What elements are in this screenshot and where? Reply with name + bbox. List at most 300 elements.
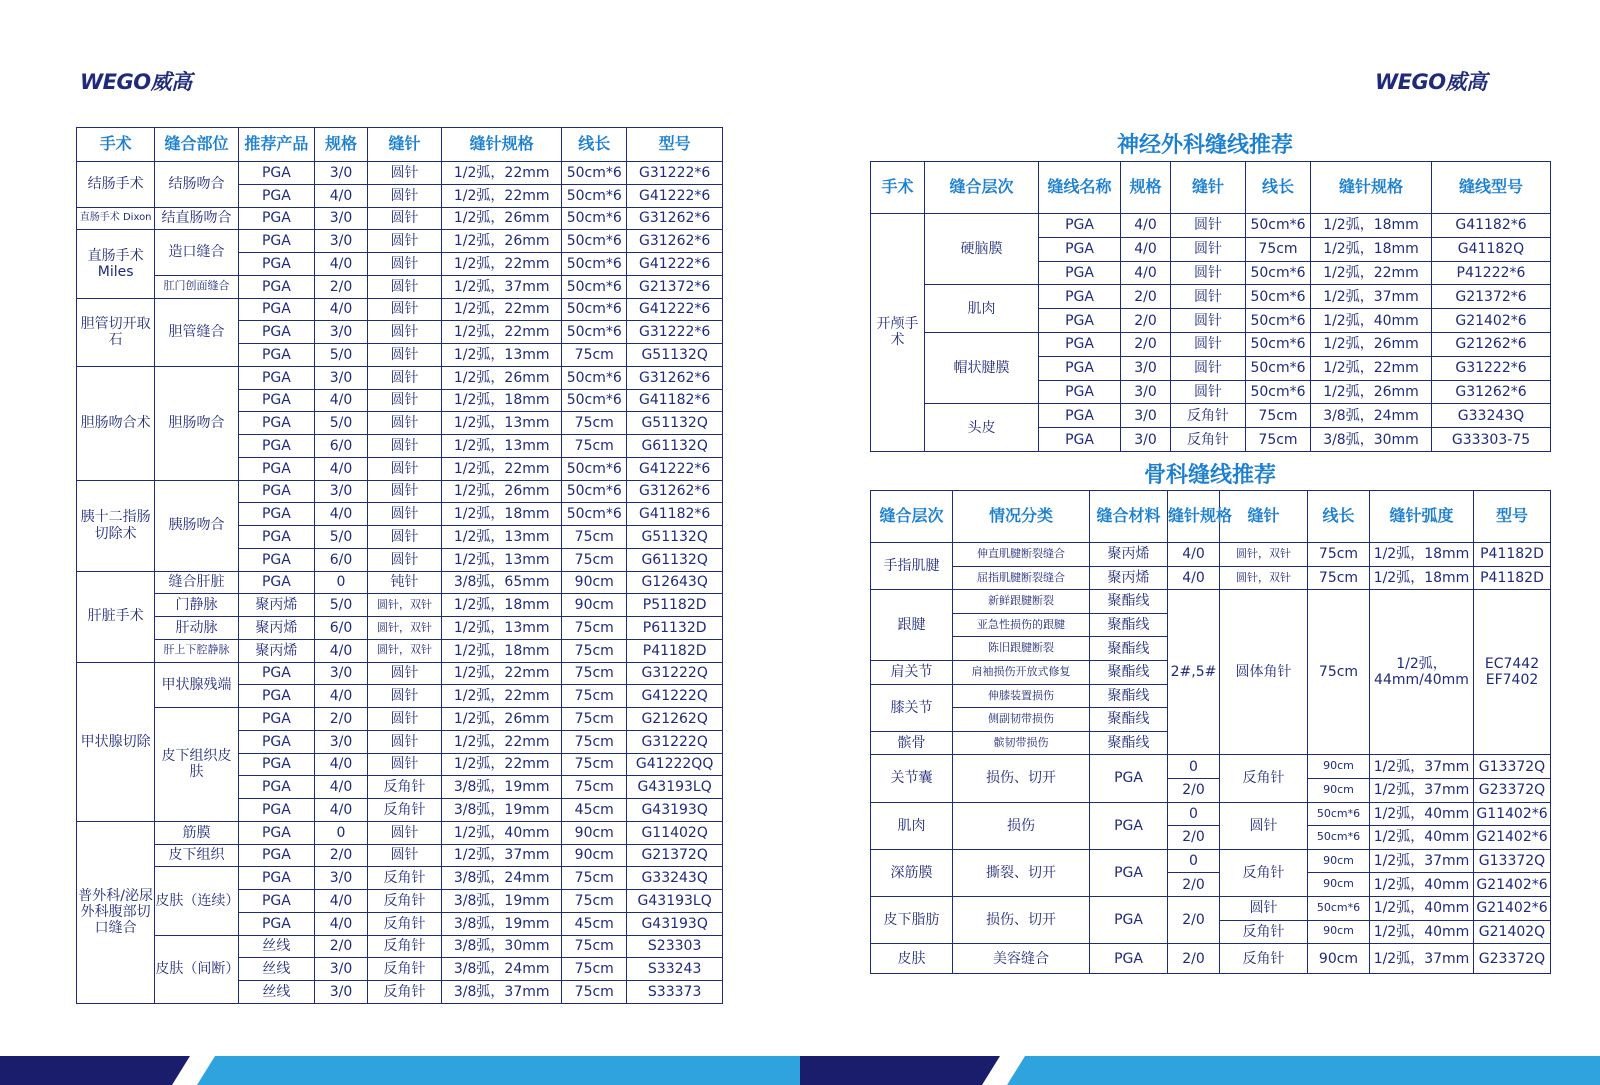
table-row	[77, 366, 723, 389]
model-cell	[1474, 590, 1551, 755]
needle-spec-cell: 1/2弧，37mm	[1311, 285, 1432, 309]
model-cell: G31222Q	[627, 730, 723, 753]
suture-site-cell: 造口缝合	[155, 230, 238, 276]
needle-spec-cell: 3/8弧，24mm	[1311, 404, 1432, 428]
spec-cell: 3/0	[315, 207, 368, 230]
model-cell: G13372Q	[1474, 849, 1551, 873]
product-cell: PGA	[238, 890, 314, 913]
surgery-cell: 开颅手术	[871, 214, 925, 452]
length-cell: 90cm	[562, 821, 627, 844]
model-cell: G43193LQ	[627, 776, 723, 799]
arc-cell: 1/2弧，40mm	[1370, 802, 1474, 826]
neuro-section-title: 神经外科缝线推荐	[1116, 133, 1293, 158]
wego-logo-right: WEGO威高	[1375, 70, 1487, 94]
table-row	[77, 935, 723, 958]
model-cell: G31262*6	[627, 366, 723, 389]
length-cell: 75cm	[1246, 428, 1311, 452]
layer-cell: 跟腱	[871, 590, 953, 661]
table-row	[871, 590, 1551, 614]
needle-spec-cell: 1/2弧，22mm	[442, 753, 562, 776]
case-cell: 新鲜跟腱断裂	[953, 590, 1090, 614]
needle-cell: 反角针	[367, 799, 441, 822]
length-cell: 90cm	[1308, 873, 1370, 897]
model-cell: G21402*6	[1474, 873, 1551, 897]
needle-spec-cell: 1/2弧，37mm	[442, 844, 562, 867]
length-cell: 90cm	[1308, 755, 1370, 779]
case-cell: 屈指肌腱断裂缝合	[953, 566, 1090, 590]
needle-spec-cell: 3/8弧，37mm	[442, 981, 562, 1004]
length-cell: 75cm	[562, 730, 627, 753]
length-cell: 75cm	[562, 617, 627, 640]
product-cell: PGA	[238, 548, 314, 571]
surgery-cell: 肝脏手术	[77, 571, 155, 662]
table-row	[871, 404, 1551, 428]
needle-spec-cell: 1/2弧，22mm	[442, 662, 562, 685]
table-row	[77, 275, 723, 298]
spec-cell: 0	[315, 571, 368, 594]
material-cell: 聚酯线	[1090, 590, 1168, 614]
spec-cell: 2/0	[315, 275, 368, 298]
suture-site-cell: 皮肤（连续）	[155, 867, 238, 935]
spec-cell: 5/0	[315, 594, 368, 617]
needle-cell: 反角针	[1171, 428, 1246, 452]
column-header: 手术	[77, 128, 155, 162]
needle-spec-cell: 3/8弧，19mm	[442, 799, 562, 822]
needle-cell: 反角针	[1171, 404, 1246, 428]
needle-cell: 圆针	[367, 435, 441, 458]
length-cell: 90cm	[562, 594, 627, 617]
spec-cell: 4/0	[315, 685, 368, 708]
spec-cell: 5/0	[315, 412, 368, 435]
table-row	[871, 566, 1551, 590]
surgery-cell: 结肠手术	[77, 162, 155, 208]
length-cell: 50cm*6	[1308, 826, 1370, 850]
spec-cell: 3/0	[315, 321, 368, 344]
spec-cell: 2/0	[1121, 309, 1171, 333]
length-cell: 90cm	[562, 844, 627, 867]
case-cell: 撕裂、切开	[953, 849, 1090, 896]
table-row	[77, 230, 723, 253]
length-cell: 90cm	[1308, 944, 1370, 974]
case-cell: 损伤	[953, 802, 1090, 849]
model-cell: G21402*6	[1474, 826, 1551, 850]
case-cell: 侧副韧带损伤	[953, 708, 1090, 732]
spec-cell: 4/0	[1121, 237, 1171, 261]
needle-cell: 圆针	[1171, 261, 1246, 285]
footer-bar-light-right	[1007, 1056, 1600, 1085]
surgery-cell: 直肠手术 Miles	[77, 230, 155, 298]
table-row	[77, 821, 723, 844]
header-row	[77, 128, 723, 162]
neurosurgery-table	[870, 161, 1551, 452]
arc-cell: 1/2弧，40mm	[1370, 873, 1474, 897]
length-cell: 50cm*6	[562, 275, 627, 298]
needle-cell: 圆针	[1171, 332, 1246, 356]
needle-cell: 反角针	[1220, 755, 1308, 802]
general-surgery-table	[76, 127, 723, 1004]
case-cell: 损伤、切开	[953, 755, 1090, 802]
table-row	[77, 639, 723, 662]
length-cell: 75cm	[562, 435, 627, 458]
header-row	[871, 491, 1551, 543]
needle-cell: 圆针	[367, 275, 441, 298]
length-cell: 50cm*6	[1246, 309, 1311, 333]
spec-cell: 6/0	[315, 548, 368, 571]
spec-cell: 6/0	[315, 617, 368, 640]
needle-cell: 圆针	[1171, 356, 1246, 380]
model-cell: G51132Q	[627, 526, 723, 549]
model-cell: G33303-75	[1432, 428, 1551, 452]
arc-cell: 1/2弧，40mm	[1370, 826, 1474, 850]
spec-cell: 4/0	[315, 298, 368, 321]
table-row	[871, 896, 1551, 920]
spec-cell: 4/0	[315, 753, 368, 776]
suture-site-cell: 肛门创面缝合	[155, 275, 238, 298]
model-cell: G41182*6	[1432, 214, 1551, 238]
length-cell: 45cm	[562, 912, 627, 935]
needle-cell: 反角针	[1220, 920, 1308, 944]
spec-cell: 4/0	[315, 457, 368, 480]
spec-cell: 2/0	[315, 708, 368, 731]
needle-cell: 反角针	[367, 776, 441, 799]
needle-cell: 圆针	[367, 708, 441, 731]
needle-spec-cell: 1/2弧，26mm	[1311, 380, 1432, 404]
table-row	[871, 944, 1551, 974]
length-cell: 50cm*6	[562, 503, 627, 526]
layer-cell: 帽状腱膜	[925, 332, 1039, 403]
table-row	[77, 867, 723, 890]
model-cell: S33243	[627, 958, 723, 981]
suture-name-cell: PGA	[1039, 285, 1121, 309]
model-cell: G33243Q	[627, 867, 723, 890]
length-cell: 50cm*6	[562, 457, 627, 480]
needle-spec-cell: 1/2弧，22mm	[1311, 356, 1432, 380]
column-header: 缝针规格	[1168, 491, 1220, 543]
needle-cell: 反角针	[367, 867, 441, 890]
spec-cell: 4/0	[315, 799, 368, 822]
needle-cell: 圆针	[367, 662, 441, 685]
needle-spec-cell: 1/2弧，22mm	[442, 253, 562, 276]
needle-cell: 圆针	[367, 253, 441, 276]
needle-cell: 圆针	[367, 844, 441, 867]
spec-cell: 2/0	[1168, 826, 1220, 850]
suture-site-cell: 肝动脉	[155, 617, 238, 640]
product-cell: 聚丙烯	[238, 594, 314, 617]
arc-cell: 1/2弧，40mm	[1370, 920, 1474, 944]
needle-spec-cell: 1/2弧，26mm	[442, 708, 562, 731]
surgery-cell: 胆肠吻合术	[77, 366, 155, 480]
needle-spec-cell: 1/2弧，22mm	[442, 730, 562, 753]
material-cell: PGA	[1090, 802, 1168, 849]
needle-spec-cell: 1/2弧，22mm	[442, 685, 562, 708]
needle-spec-cell: 1/2弧，22mm	[442, 457, 562, 480]
product-cell: PGA	[238, 503, 314, 526]
needle-cell: 反角针	[367, 981, 441, 1004]
table-row	[871, 543, 1551, 567]
spec-cell: 3/0	[315, 867, 368, 890]
model-cell: G31222Q	[627, 662, 723, 685]
needle-cell: 圆针	[367, 821, 441, 844]
needle-spec-cell: 1/2弧，13mm	[442, 412, 562, 435]
model-cell: G12643Q	[627, 571, 723, 594]
model-cell: G61132Q	[627, 548, 723, 571]
product-cell: PGA	[238, 821, 314, 844]
column-header: 推荐产品	[238, 128, 314, 162]
model-cell: G21262*6	[1432, 332, 1551, 356]
column-header: 型号	[627, 128, 723, 162]
suture-site-cell: 筋膜	[155, 821, 238, 844]
model-cell: G43193LQ	[627, 890, 723, 913]
product-cell: PGA	[238, 480, 314, 503]
model-cell: G21262Q	[627, 708, 723, 731]
column-header: 缝线型号	[1432, 162, 1551, 214]
model-cell: G41222QQ	[627, 753, 723, 776]
length-cell: 90cm	[1308, 920, 1370, 944]
surgery-cell: 胰十二指肠切除术	[77, 480, 155, 571]
model-cell: G23372Q	[1474, 778, 1551, 802]
needle-spec-cell: 1/2弧，22mm	[442, 298, 562, 321]
spec-cell: 4/0	[315, 389, 368, 412]
spec-cell: 2/0	[1168, 873, 1220, 897]
length-cell: 90cm	[562, 571, 627, 594]
needle-cell: 圆针	[367, 321, 441, 344]
wego-logo: WEGO威高	[80, 70, 192, 94]
product-cell: PGA	[238, 412, 314, 435]
needle-cell: 圆针	[367, 503, 441, 526]
spec-cell: 0	[1168, 755, 1220, 779]
length-cell: 75cm	[562, 526, 627, 549]
needle-spec-cell: 1/2弧，26mm	[1311, 332, 1432, 356]
needle-spec-cell: 1/2弧，13mm	[442, 617, 562, 640]
material-cell: PGA	[1090, 944, 1168, 974]
length-cell: 50cm*6	[562, 298, 627, 321]
arc-cell: 1/2弧，37mm	[1370, 944, 1474, 974]
needle-cell: 圆针	[1171, 309, 1246, 333]
layer-cell: 硬脑膜	[925, 214, 1039, 285]
needle-cell: 圆体角针	[1220, 590, 1308, 755]
length-cell: 50cm*6	[562, 253, 627, 276]
case-cell: 肩袖损伤开放式修复	[953, 660, 1090, 684]
layer-cell: 手指肌腱	[871, 543, 953, 590]
model-cell: G43193Q	[627, 799, 723, 822]
material-cell: 聚酯线	[1090, 613, 1168, 637]
material-cell: 聚丙烯	[1090, 543, 1168, 567]
length-cell: 75cm	[562, 890, 627, 913]
suture-name-cell: PGA	[1039, 404, 1121, 428]
layer-cell: 皮下脂肪	[871, 896, 953, 943]
product-cell: 聚丙烯	[238, 639, 314, 662]
length-cell: 75cm	[562, 867, 627, 890]
product-cell: PGA	[238, 662, 314, 685]
model-cell: G31262*6	[627, 207, 723, 230]
needle-spec-cell: 1/2弧，13mm	[442, 435, 562, 458]
arc-cell: 1/2弧，37mm	[1370, 755, 1474, 779]
length-cell: 75cm	[1308, 543, 1370, 567]
length-cell: 90cm	[1308, 778, 1370, 802]
material-cell: 聚酯线	[1090, 731, 1168, 755]
needle-cell: 反角针	[367, 890, 441, 913]
column-header: 情况分类	[953, 491, 1090, 543]
model-cell: G11402Q	[627, 821, 723, 844]
column-header: 型号	[1474, 491, 1551, 543]
suture-name-cell: PGA	[1039, 237, 1121, 261]
spec-cell: 3/0	[315, 730, 368, 753]
model-cell: P41182D	[627, 639, 723, 662]
needle-cell: 圆针	[367, 548, 441, 571]
needle-cell: 圆针	[367, 207, 441, 230]
case-cell: 美容缝合	[953, 944, 1090, 974]
product-cell: PGA	[238, 230, 314, 253]
footer-bar-dark-right	[800, 1056, 1000, 1085]
model-cell: G13372Q	[1474, 755, 1551, 779]
needle-spec-cell: 1/2弧，22mm	[442, 321, 562, 344]
suture-name-cell: PGA	[1039, 309, 1121, 333]
needle-cell: 圆针，双针	[1220, 566, 1308, 590]
column-header: 缝线名称	[1039, 162, 1121, 214]
length-cell: 75cm	[562, 776, 627, 799]
suture-name-cell: PGA	[1039, 261, 1121, 285]
length-cell: 75cm	[562, 412, 627, 435]
spec-cell: 3/0	[1121, 356, 1171, 380]
needle-cell: 圆针	[367, 389, 441, 412]
length-cell: 75cm	[1308, 566, 1370, 590]
case-cell: 亚急性损伤的跟腱	[953, 613, 1090, 637]
needle-cell: 圆针	[1220, 802, 1308, 849]
table-row	[77, 662, 723, 685]
suture-name-cell: PGA	[1039, 356, 1121, 380]
length-cell: 90cm	[1308, 849, 1370, 873]
model-cell: G21372*6	[1432, 285, 1551, 309]
spec-cell: 3/0	[1121, 404, 1171, 428]
suture-name-cell: PGA	[1039, 214, 1121, 238]
model-cell: G51132Q	[627, 344, 723, 367]
case-cell: 损伤、切开	[953, 896, 1090, 943]
spec-cell: 2/0	[1121, 332, 1171, 356]
spec-cell: 2/0	[1168, 778, 1220, 802]
suture-name-cell: PGA	[1039, 428, 1121, 452]
table-row	[77, 617, 723, 640]
needle-cell: 圆针	[367, 344, 441, 367]
length-cell: 75cm	[562, 935, 627, 958]
needle-cell: 圆针	[367, 526, 441, 549]
column-header: 线长	[1308, 491, 1370, 543]
suture-site-cell: 皮肤（间断）	[155, 935, 238, 1003]
spec-cell: 3/0	[315, 981, 368, 1004]
needle-spec-cell: 1/2弧，40mm	[442, 821, 562, 844]
product-cell: PGA	[238, 321, 314, 344]
needle-cell: 反角针	[367, 935, 441, 958]
column-header: 缝针弧度	[1370, 491, 1474, 543]
length-cell: 50cm*6	[562, 162, 627, 185]
spec-cell: 3/0	[315, 230, 368, 253]
spec-cell: 4/0	[1121, 214, 1171, 238]
case-cell: 伸直肌腱断裂缝合	[953, 543, 1090, 567]
model-cell: G21402*6	[1432, 309, 1551, 333]
needle-cell: 圆针	[367, 685, 441, 708]
product-cell: PGA	[238, 844, 314, 867]
suture-site-cell: 门静脉	[155, 594, 238, 617]
model-cell: G41182*6	[627, 389, 723, 412]
needle-cell: 圆针	[367, 412, 441, 435]
model-cell: G41222*6	[627, 298, 723, 321]
needle-spec-cell: 1/2弧，18mm	[442, 503, 562, 526]
spec-cell: 3/0	[315, 366, 368, 389]
suture-site-cell: 甲状腺残端	[155, 662, 238, 708]
spec-cell: 2#,5#	[1168, 590, 1220, 755]
model-cell: G41182*6	[627, 503, 723, 526]
needle-spec-cell: 3/8弧，19mm	[442, 776, 562, 799]
footer-bar-dark-left	[0, 1056, 190, 1085]
length-cell: 50cm*6	[562, 184, 627, 207]
table-row	[77, 480, 723, 503]
needle-cell: 圆针	[367, 230, 441, 253]
needle-cell: 圆针，双针	[367, 639, 441, 662]
length-cell: 45cm	[562, 799, 627, 822]
layer-cell: 头皮	[925, 404, 1039, 452]
length-cell: 50cm*6	[562, 480, 627, 503]
product-cell: PGA	[238, 366, 314, 389]
suture-site-cell: 胆管缝合	[155, 298, 238, 366]
length-cell: 50cm*6	[1308, 802, 1370, 826]
model-cell: G31222*6	[627, 162, 723, 185]
needle-spec-cell: 1/2弧，26mm	[442, 207, 562, 230]
product-cell: PGA	[238, 571, 314, 594]
table-row	[77, 571, 723, 594]
length-cell: 50cm*6	[1308, 896, 1370, 920]
material-cell: PGA	[1090, 849, 1168, 896]
column-header: 缝合层次	[925, 162, 1039, 214]
spec-cell: 5/0	[315, 344, 368, 367]
spec-cell: 4/0	[1168, 566, 1220, 590]
model-cell: G41222*6	[627, 184, 723, 207]
layer-cell: 肩关节	[871, 660, 953, 684]
length-cell: 50cm*6	[1246, 356, 1311, 380]
material-cell: 聚丙烯	[1090, 566, 1168, 590]
length-cell: 75cm	[562, 753, 627, 776]
product-cell: PGA	[238, 776, 314, 799]
table-row	[77, 844, 723, 867]
length-cell: 75cm	[1246, 404, 1311, 428]
model-cell: G21372Q	[627, 844, 723, 867]
model-cell: G21372*6	[627, 275, 723, 298]
table-row	[871, 802, 1551, 826]
case-cell: 伸膝装置损伤	[953, 684, 1090, 708]
needle-spec-cell: 1/2弧，22mm	[442, 162, 562, 185]
length-cell: 75cm	[562, 708, 627, 731]
length-cell: 50cm*6	[1246, 214, 1311, 238]
column-header: 缝针规格	[442, 128, 562, 162]
spec-cell: 0	[315, 821, 368, 844]
needle-cell: 圆针	[367, 730, 441, 753]
product-cell: PGA	[238, 344, 314, 367]
product-cell: 聚丙烯	[238, 617, 314, 640]
column-header: 缝针	[1171, 162, 1246, 214]
length-cell: 50cm*6	[1246, 332, 1311, 356]
needle-cell: 圆针	[367, 184, 441, 207]
needle-spec-cell: 3/8弧，19mm	[442, 890, 562, 913]
model-cell: P61132D	[627, 617, 723, 640]
layer-cell: 髌骨	[871, 731, 953, 755]
product-cell: PGA	[238, 799, 314, 822]
table-row	[871, 285, 1551, 309]
spec-cell: 2/0	[1168, 944, 1220, 974]
table-row	[77, 162, 723, 185]
column-header: 缝针规格	[1311, 162, 1432, 214]
model-cell: G21402*6	[1474, 896, 1551, 920]
table-row	[77, 207, 723, 230]
spec-cell: 3/0	[315, 958, 368, 981]
needle-spec-cell: 1/2弧，18mm	[442, 639, 562, 662]
